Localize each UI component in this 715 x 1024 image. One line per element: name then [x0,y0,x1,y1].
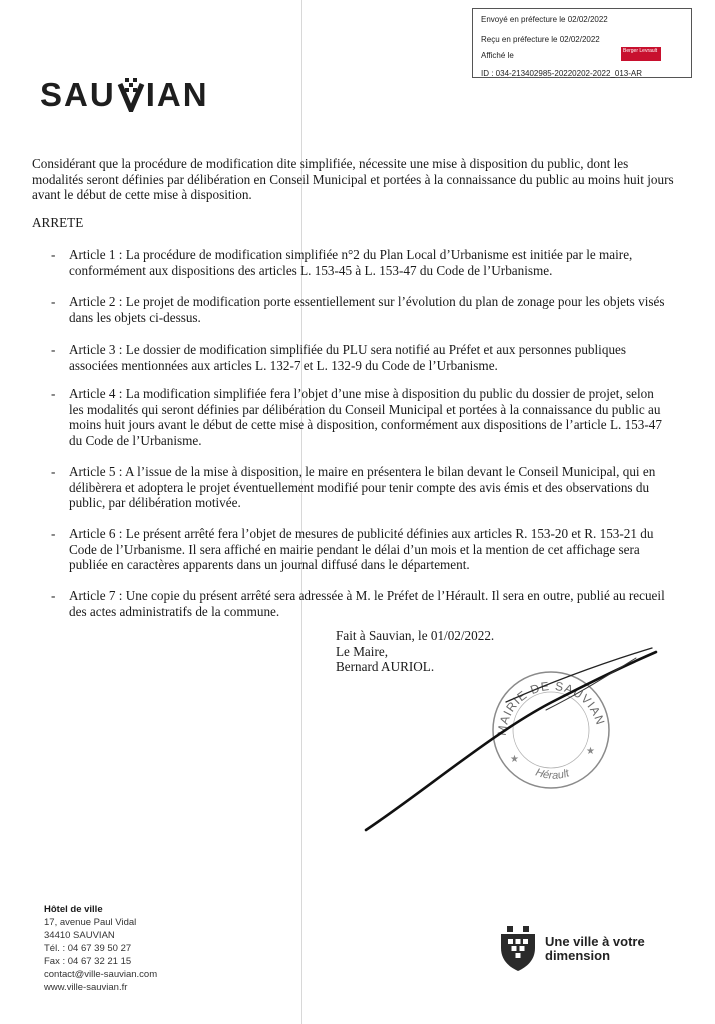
crest-shield-icon [499,926,537,972]
signature-name: Bernard AURIOL. [336,659,435,674]
footer-address [44,903,157,994]
prefecture-stamp-box [472,8,692,78]
prefecture-received: Reçu en préfecture le 02/02/2022 [481,35,600,44]
stamp-top-text: MAIRIE DE SAUVIAN [494,678,608,737]
berger-levrault-badge: Berger Levrault [621,47,661,61]
footer-website: www.ville-sauvian.fr [44,982,128,993]
prefecture-posted: Affiché le [481,51,514,60]
signature-role: Le Maire, [336,643,388,659]
crest-icon [117,78,145,112]
footer-street: 17, avenue Paul Vidal [44,917,137,928]
article-5 [51,464,671,511]
logo-text-left: SAU [40,76,116,113]
logo-text-right: IAN [145,76,209,113]
article-text: Article 2 : Le projet de modification porte essentiellement sur l’évolution du plan de zonage pour les objets visés dans les objets ci-dessus. [69,294,665,325]
article-1 [51,247,671,278]
article-text: Article 4 : La modification simplifiée fera l’objet d’une mise à disposition du public du dossier de projet, selon les modalités qui seront définies par délibération du Conseil Municipal et portées à la connaissance du public au moins huit jours avant le début de cette mise à disposition, conformément aux dispositions de l’article L. 153-47 du Code de l’Urbanisme. [69,386,662,448]
slogan-text [545,935,645,963]
footer-email: contact@ville-sauvian.com [44,969,158,980]
article-text: Article 6 : Le présent arrêté fera l’objet de mesures de publicité définies aux articles R. 153-20 et R. 153-21 du Code de l’Urbanisme. Il sera affiché en mairie pendant le délai d’un mois et la mention de cet affichage sera publiée en caractères apparents dans un journal diffusé dans le département. [69,526,654,572]
svg-text:★: ★ [510,754,519,765]
signature-place-date: Fait à Sauvian, le 01/02/2022. [336,628,495,643]
arrete-heading: ARRETE [32,215,84,230]
prefecture-sent: Envoyé en préfecture le 02/02/2022 [481,15,608,24]
article-2 [51,294,671,325]
article-3 [51,342,671,373]
article-text: Article 7 : Une copie du présent arrêté sera adressée à M. le Préfet de l’Hérault. Il sera en outre, publié au recueil des actes administratifs de la commune. [69,588,665,619]
page-fold-line [301,0,302,1024]
bullet-dash: - [51,386,56,401]
bullet-dash: - [51,588,56,603]
article-6 [51,526,671,573]
slogan-line-2: dimension [545,948,611,963]
stamp-bottom-text: Hérault [533,766,571,782]
bullet-dash: - [51,464,56,479]
footer-title: Hôtel de ville [44,904,103,915]
article-7 [51,588,671,619]
slogan-line-1: Une ville à votre [545,934,645,949]
sauvian-logo [40,78,209,112]
article-4 [51,386,671,448]
svg-text:★: ★ [586,746,595,757]
footer-fax: Fax : 04 67 32 21 15 [44,956,132,967]
footer-city: 34410 SAUVIAN [44,930,115,941]
prefecture-id: ID : 034-213402985-20220202-2022_013-AR [481,69,643,78]
slogan-block [499,926,645,972]
handwritten-signature [356,640,666,840]
footer-tel: Tél. : 04 67 39 50 27 [44,943,132,954]
bullet-dash: - [51,526,56,541]
article-text: Article 3 : Le dossier de modification simplifiée du PLU sera notifié au Préfet et aux personnes publiques associées mentionnées aux articles L. 132-7 et L. 132-9 du Code de l’Urbanisme. [69,342,627,373]
article-text: Article 5 : A l’issue de la mise à disposition, le maire en présentera le bilan devant le Conseil Municipal, qui en délibèrera et adoptera le projet éventuellement modifié pour tenir compte des avis émis et des observations du public, par délibération motivée. [69,464,656,510]
intro-paragraph: Considérant que la procédure de modification dite simplifiée, nécessite une mise à disposition du public, dont les modalités seront définies par délibération en Conseil Municipal et portées à la connaissance du public au moins huit jours avant le début de cette mise à disposition. [32,156,674,202]
bullet-dash: - [51,342,56,357]
article-text: Article 1 : La procédure de modification simplifiée n°2 du Plan Local d’Urbanisme est initiée par le maire, conformément aux dispositions des articles L. 153-45 à L. 153-47 du Code de l’Urbanisme. [69,247,633,278]
bullet-dash: - [51,294,56,309]
bullet-dash: - [51,247,56,262]
